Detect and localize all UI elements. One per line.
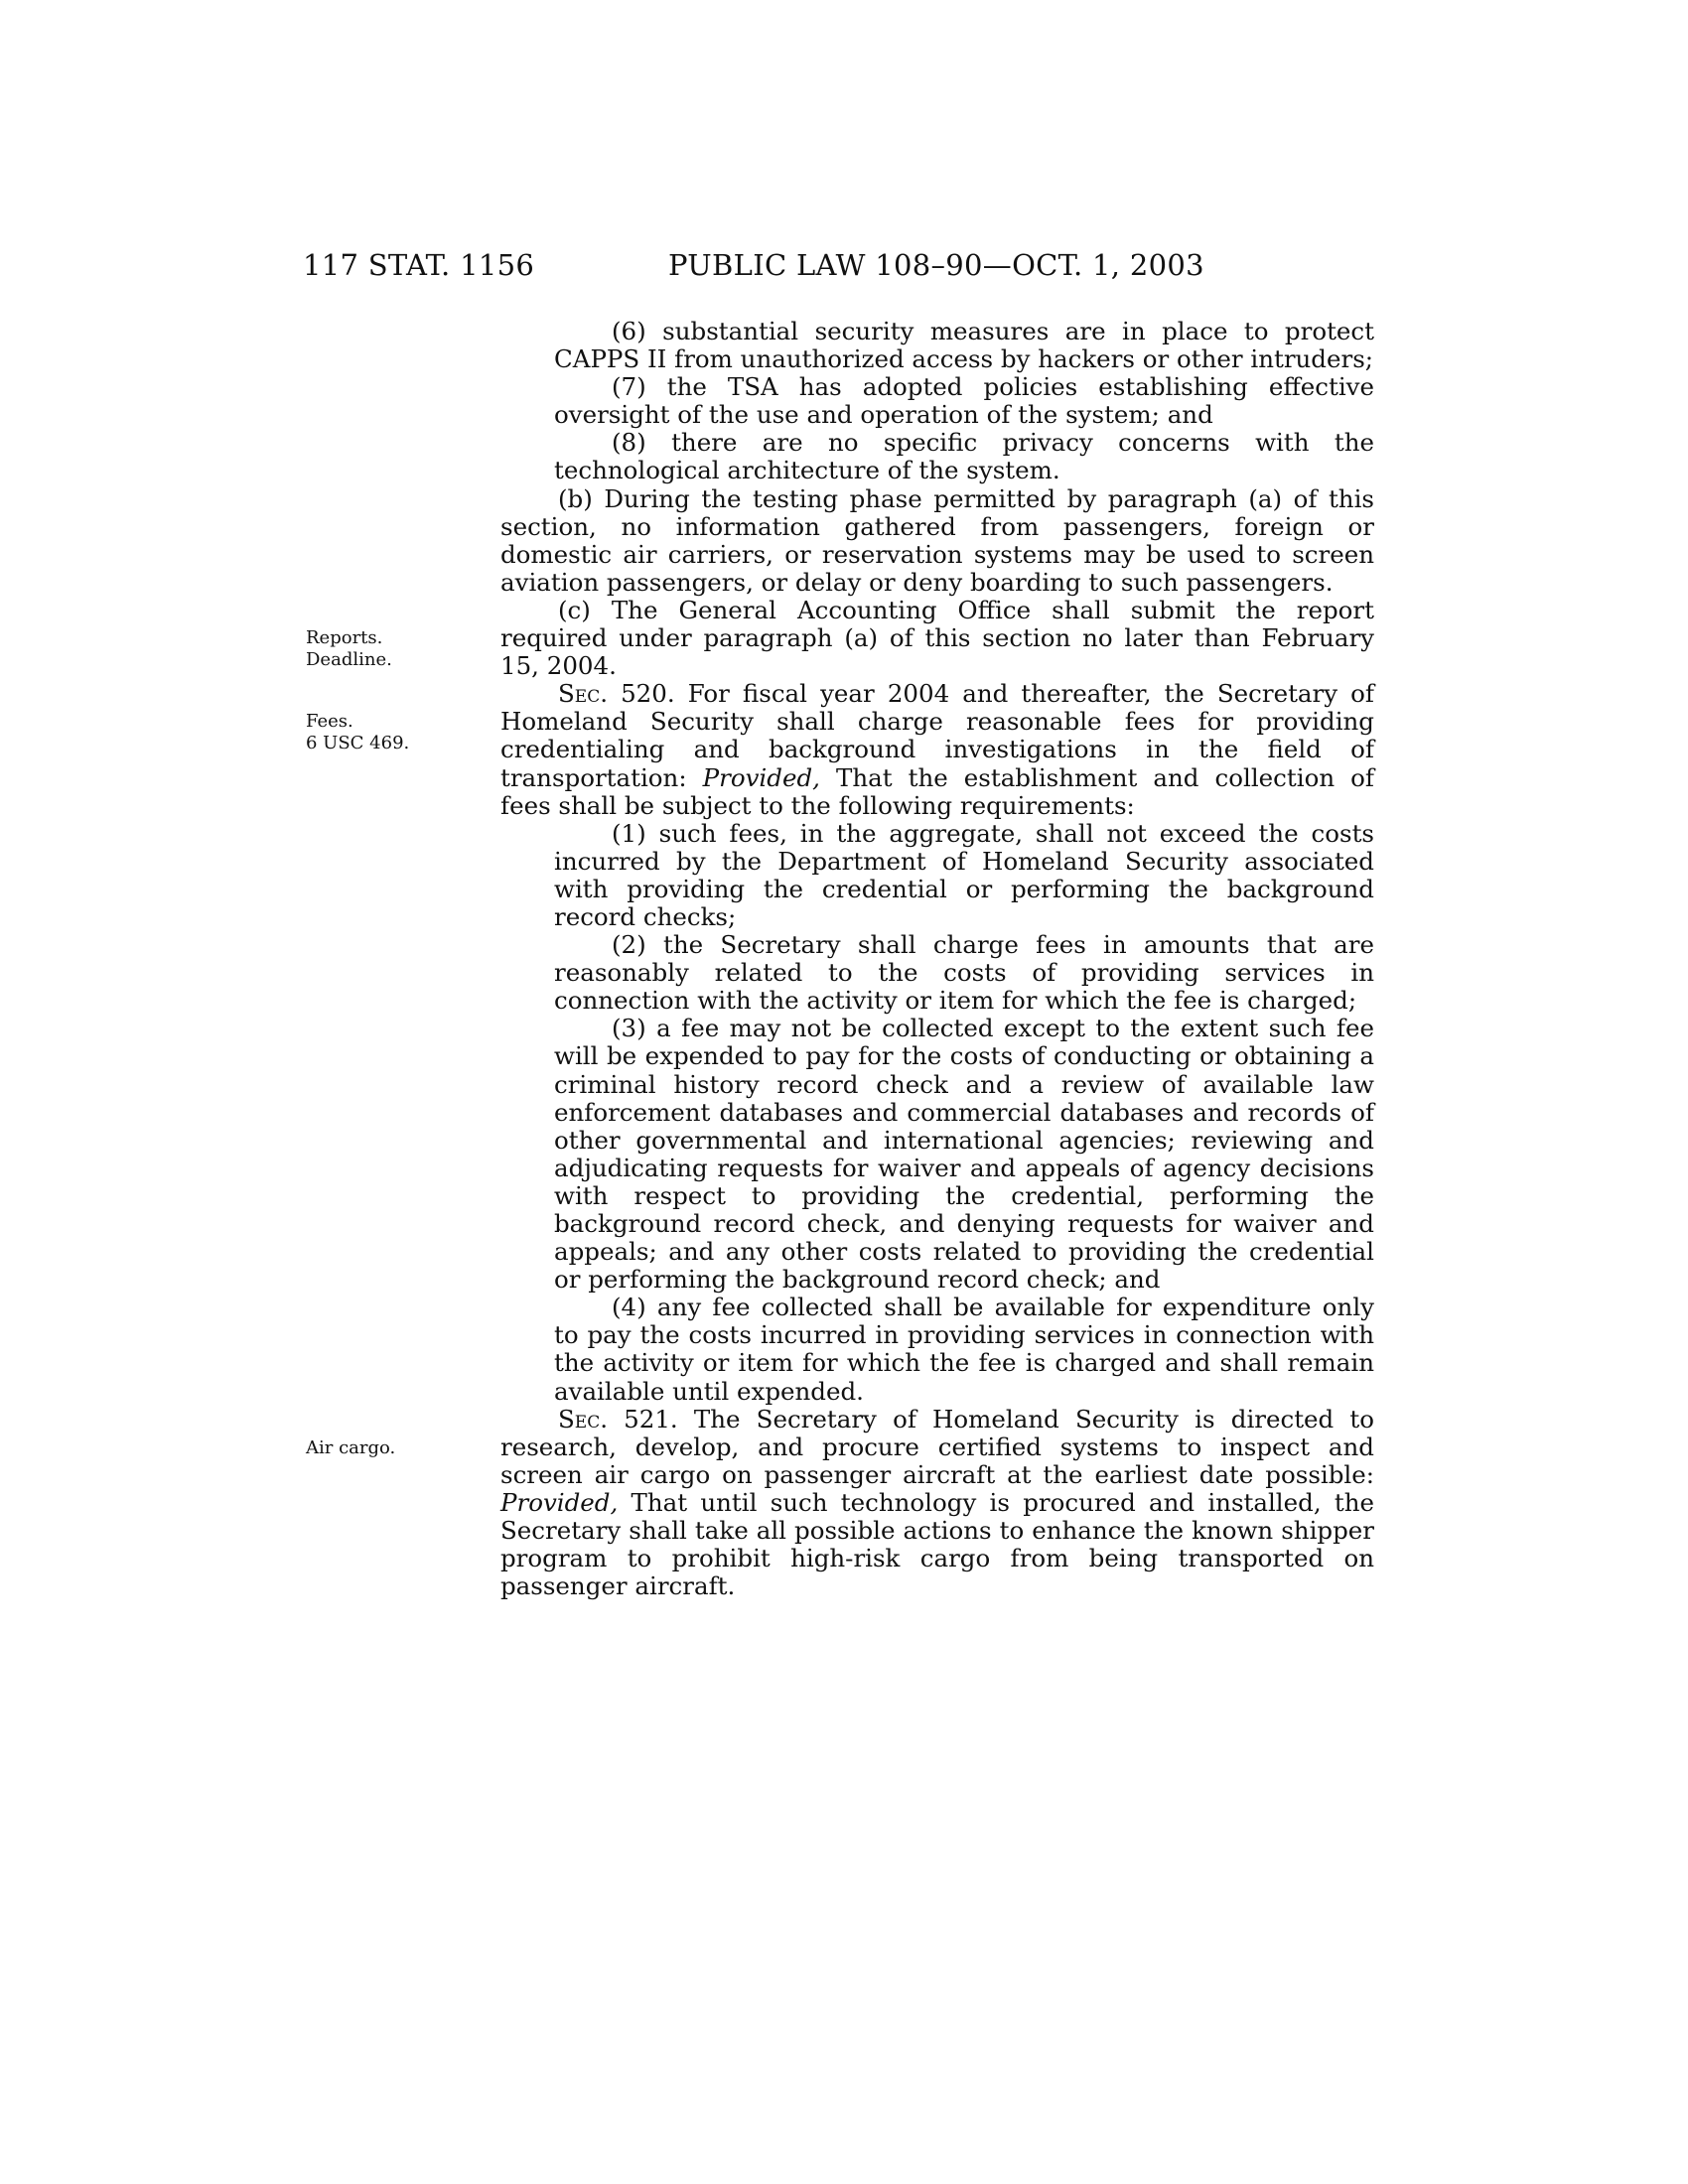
paragraph-item-8: (8) there are no specific privacy concerns with the technological architecture of the system. [554,428,1374,485]
section-521-text-2: That until such technology is procured and installed, the Secretary shall take all possible actions to enhance the known shipper program to prohibit high-risk cargo from being transported on passenger aircraft. [500,1487,1374,1601]
section-520-provided: Provided, [702,762,820,792]
section-521 [500,1406,1374,1601]
paragraph-item-6: (6) substantial security measures are in place to protect CAPPS II from unauthorized access by hackers or other intruders; [554,317,1374,374]
paragraph-c: (c) The General Accounting Office shall submit the report required under paragraph (a) of this section no later than February 15, 2004. [500,595,1374,681]
section-520-text: For fiscal year 2004 and thereafter, the Secretary of Homeland Security shall charge reasonable fees for providing credentialing and background investigations in the field of transportation: [500,679,1374,792]
margin-note-fees-line1: Fees. [306,711,353,732]
section-520-text-2: That the establishment and collection of fees shall be subject to the following requirements: [500,762,1374,820]
margin-note-reports-line2: Deadline. [306,649,392,670]
section-520 [500,680,1374,819]
margin-note-fees [306,711,445,754]
margin-note-fees-line2: 6 USC 469. [306,733,410,753]
section-520-label: Sec. 520. [558,679,675,709]
margin-note-air-cargo [306,1437,445,1459]
section-521-text: The Secretary of Homeland Security is directed to research, develop, and procure certified systems to inspect and screen air cargo on passenger aircraft at the earliest date possible: [500,1404,1375,1489]
paragraph-item-7: (7) the TSA has adopted policies establishing effective oversight of the use and operation of the system; and [554,372,1374,430]
fee-requirement-4: (4) any fee collected shall be available for expenditure only to pay the costs incurred in providing services in connection with the activity or item for which the fee is charged and shall remain available until expended. [554,1293,1374,1406]
body-text [500,318,1374,1600]
margin-note-reports-line1: Reports. [306,627,383,648]
fee-requirement-3: (3) a fee may not be collected except to the extent such fee will be expended to pay for the costs of conducting or obtaining a criminal history record check and a review of available law enforcement databases and commercial databases and records of other governmental and international agencies; reviewing and adjudicating requests for waiver and appeals of agency decisions with respect to providing the credential, performing the background record check, and denying requests for waiver and appeals; and any other costs related to providing the credential or performing the background record check; and [554,1014,1374,1295]
section-521-label: Sec. 521. [558,1404,678,1433]
stat-reference: 117 STAT. 1156 [303,248,535,282]
margin-note-air-cargo-line1: Air cargo. [306,1437,396,1458]
paragraph-b: (b) During the testing phase permitted by paragraph (a) of this section, no information gathered from passengers, foreign or domestic air carriers, or reservation systems may be used to screen aviation passengers, or delay or deny boarding to such passengers. [500,483,1374,597]
page-header [0,248,1688,292]
law-title: PUBLIC LAW 108–90—OCT. 1, 2003 [668,248,1204,282]
fee-requirement-1: (1) such fees, in the aggregate, shall not exceed the costs incurred by the Department of Homeland Security associated with providing the credential or performing the background record checks; [554,818,1374,931]
section-521-provided: Provided, [500,1487,619,1517]
margin-note-reports [306,627,445,671]
fee-requirement-2: (2) the Secretary shall charge fees in amounts that are reasonably related to the costs of providing services in connection with the activity or item for which the fee is charged; [554,930,1374,1016]
